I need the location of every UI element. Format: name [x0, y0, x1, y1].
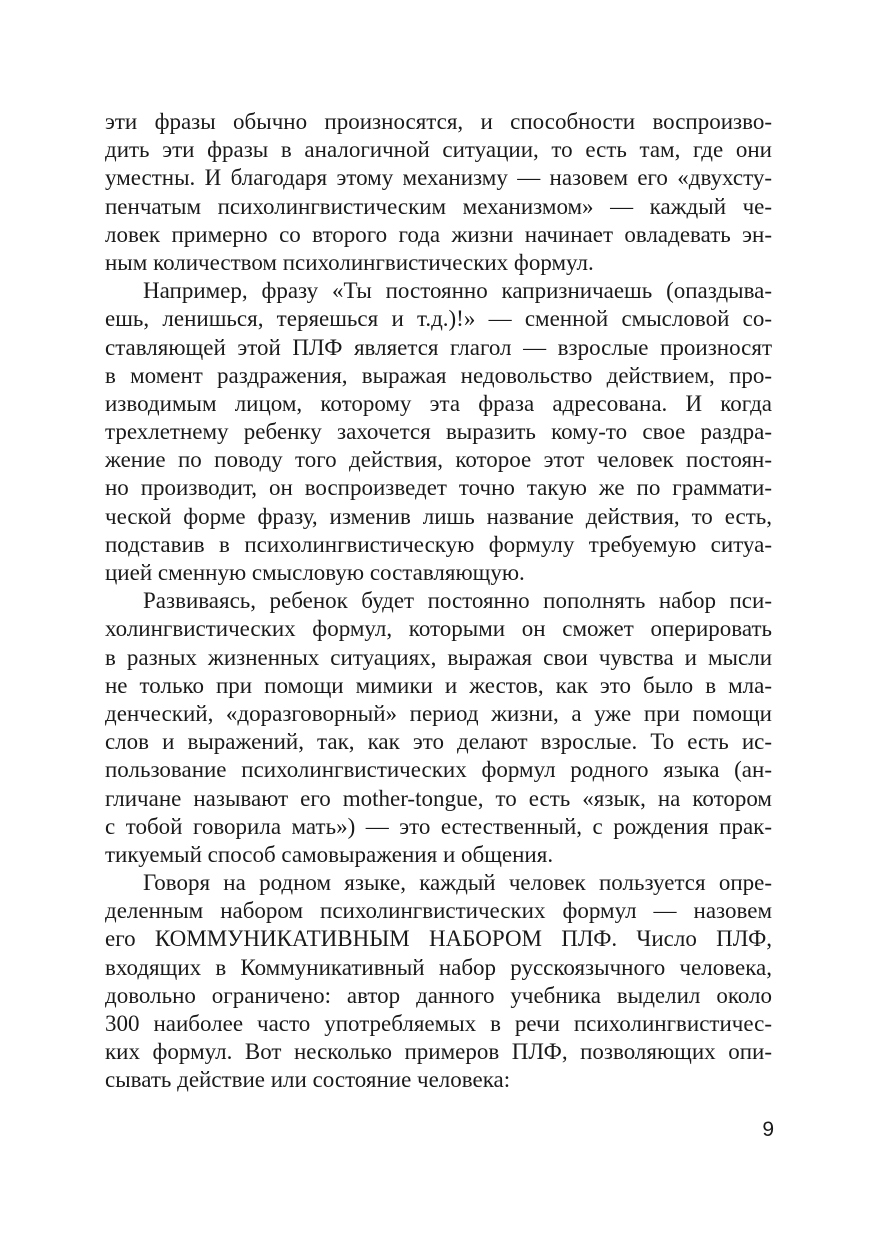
text-line: цией сменную смысловую составляющую.: [105, 560, 525, 585]
text-line: его КОММУНИКАТИВНЫМ НАБОРОМ ПЛФ. Число ПЛФ,: [105, 926, 772, 952]
text-line: Говоря на родном языке, каждый человек пользуется опре-: [143, 870, 772, 896]
text-line: трехлетнему ребенку захочется выразить кому-то свое раздра-: [105, 419, 772, 445]
paragraph-2: [105, 277, 772, 587]
text-line: уместны. И благодаря этому механизму — назовем его «двухсту-: [105, 165, 772, 191]
text-line: слов и выражений, так, как это делают взрослые. То есть ис-: [105, 729, 772, 755]
page-number: 9: [762, 1118, 774, 1141]
text-line: холингвистических формул, которыми он сможет оперировать: [105, 616, 772, 642]
text-line: 300 наиболее часто употребляемых в речи психолингвистичес-: [105, 1011, 772, 1036]
text-line: не только при помощи мимики и жестов, как это было в мла-: [105, 672, 772, 698]
text-line: входящих в Коммуникативный набор русскоязычного человека,: [105, 954, 772, 980]
text-line: ставляющей этой ПЛФ является глагол — взрослые произносят: [105, 334, 772, 360]
text-line: деленным набором психолингвистических формул — назовем: [105, 898, 772, 924]
page-body: [105, 108, 772, 1095]
text-line: ловек примерно со второго года жизни начинает овладевать эн-: [105, 221, 772, 247]
paragraph-3: [105, 587, 772, 869]
text-line: в разных жизненных ситуациях, выражая свои чувства и мысли: [105, 644, 772, 670]
text-line: с тобой говорила мать») — это естественный, с рождения прак-: [105, 813, 772, 839]
text-line: Например, фразу «Ты постоянно капризничаешь (опаздыва-: [143, 278, 772, 304]
text-line: тикуемый способ самовыражения и общения.: [105, 841, 554, 867]
text-line: ешь, ленишься, теряешься и т.д.)!» — сменной смысловой со-: [105, 306, 772, 332]
text-line: но производит, он воспроизведет точно такую же по граммати-: [105, 475, 772, 501]
text-line: денческий, «доразговорный» период жизни, а уже при помощи: [105, 700, 772, 726]
text-line: ческой форме фразу, изменив лишь название действия, то есть,: [105, 503, 772, 529]
text-line: гличане называют его mother-tongue, то есть «язык, на котором: [105, 785, 772, 811]
text-line: пенчатым психолингвистическим механизмом» — каждый че-: [105, 193, 772, 219]
text-line: Развиваясь, ребенок будет постоянно пополнять набор пси-: [143, 588, 772, 614]
text-line: изводимым лицом, которому эта фраза адресована. И когда: [105, 390, 772, 416]
text-line: жение по поводу того действия, которое этот человек постоян-: [105, 447, 772, 473]
paragraph-1: [105, 108, 772, 277]
text-line: довольно ограничено: автор данного учебника выделил около: [105, 982, 772, 1008]
text-line: эти фразы обычно произносятся, и способности воспроизво-: [105, 109, 772, 134]
text-line: дить эти фразы в аналогичной ситуации, то есть там, где они: [105, 137, 772, 163]
paragraph-4: [105, 869, 772, 1095]
text-line: пользование психолингвистических формул родного языка (ан-: [105, 757, 772, 783]
text-line: подставив в психолингвистическую формулу требуемую ситуа-: [105, 531, 772, 557]
text-line: ких формул. Вот несколько примеров ПЛФ, позволяющих опи-: [105, 1039, 772, 1065]
text-line: в момент раздражения, выражая недовольство действием, про-: [105, 362, 772, 388]
text-line: ным количеством психолингвистических формул.: [105, 249, 594, 275]
text-line: сывать действие или состояние человека:: [105, 1067, 511, 1093]
